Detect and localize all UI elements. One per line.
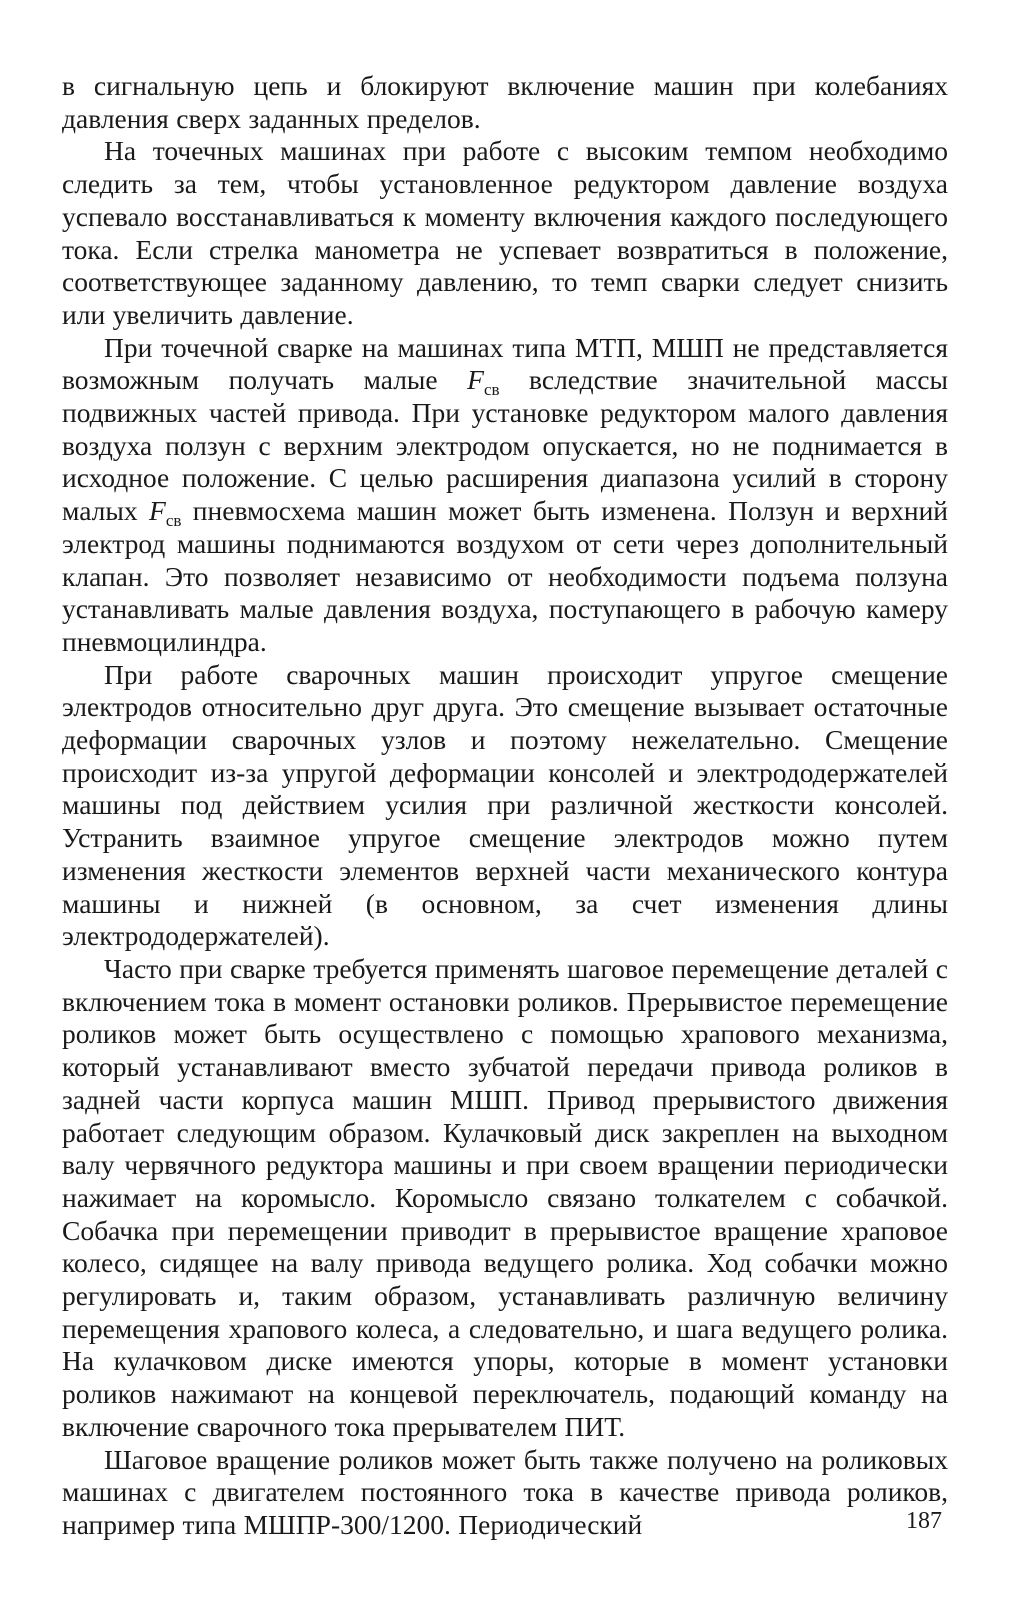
variable-symbol: F — [149, 495, 166, 527]
text-run: Часто при сварке требуется применять шаговое перемещение деталей с включением тока в момент остановки роликов. Прерывистое перемещение роликов может быть осуществлено с помощью храпового механизма, который устанавливают вместо зубчатой передачи привода роликов в задней части корпуса машин МШП. Привод прерывистого движения работает следующим образом. Кулачковый диск закреплен на выходном валу червячного редуктора машины и при своем вращении периодически нажимает на коромысло. Коромысло связано толкателем с собачкой. Собачка при перемещении приводит в прерывистое вращение храповое колесо, сидящее на валу привода ведущего ролика. Ход собачки можно регулировать и, таким образом, устанавливать различную величину перемещения храпового колеса, а следовательно, и шага ведущего ролика. На кулачковом диске имеются упоры, которые в момент установки роликов нажимают на концевой переключатель, подающий команду на включение сварочного тока прерывателем ПИТ. — [62, 952, 948, 1442]
paragraph — [62, 70, 948, 135]
text-run: пневмосхема машин может быть изменена. Ползун и верхний электрод машины поднимаются воздухом от сети через дополнительный клапан. Это позволяет независимо от необходимости подъема ползуна устанавливать малые давления воздуха, поступающего в рабочую камеру пневмоцилиндра. — [62, 495, 948, 657]
text-run: в сигнальную цепь и блокируют включение машин при колебаниях давления сверх заданных пределов. — [62, 70, 948, 134]
paragraph — [62, 135, 948, 331]
text-run: На точечных машинах при работе с высоким темпом необходимо следить за тем, чтобы установленное редуктором давление воздуха успевало восстанавливаться к моменту включения каждого последующего тока. Если стрелка манометра не успевает возвратиться в положение, соответствующее заданному давлению, то темп сварки следует снизить или увеличить давление. — [62, 135, 948, 330]
variable-symbol: F — [467, 364, 484, 396]
math-variable — [467, 364, 500, 400]
page-number: 187 — [906, 1508, 942, 1534]
paragraph — [62, 332, 948, 659]
paragraph — [62, 1444, 948, 1542]
text-body — [62, 70, 948, 1542]
variable-subscript: св — [165, 511, 182, 531]
paragraph — [62, 659, 948, 953]
paragraph — [62, 953, 948, 1444]
text-run: Шаговое вращение роликов может быть также получено на роликовых машинах с двигателем постоянного тока в качестве привода роликов, например типа МШПР-300/1200. Периодический — [62, 1443, 948, 1540]
variable-subscript: св — [483, 380, 500, 400]
text-run: вследствие значительной массы подвижных частей привода. При установке редуктором малого давления воздуха ползун с верхним электродом опускается, но не поднимается в исходное положение. С целью расширения диапазона усилий в сторону малых — [62, 364, 948, 527]
text-run: При точечной сварке на машинах типа МТП, МШП не представляется возможным получать малые — [62, 331, 948, 396]
text-run: При работе сварочных машин происходит упругое смещение электродов относительно друг друга. Это смещение вызывает остаточные деформации сварочных узлов и поэтому нежелательно. Смещение происходит из-за упругой деформации консолей и электрододержателей машины под действием усилия при различной жесткости консолей. Устранить взаимное упругое смещение электродов можно путем изменения жесткости элементов верхней части механического контура машины и нижней (в основном, за счет изменения длины электрододержателей). — [62, 658, 948, 952]
math-variable — [149, 495, 182, 531]
